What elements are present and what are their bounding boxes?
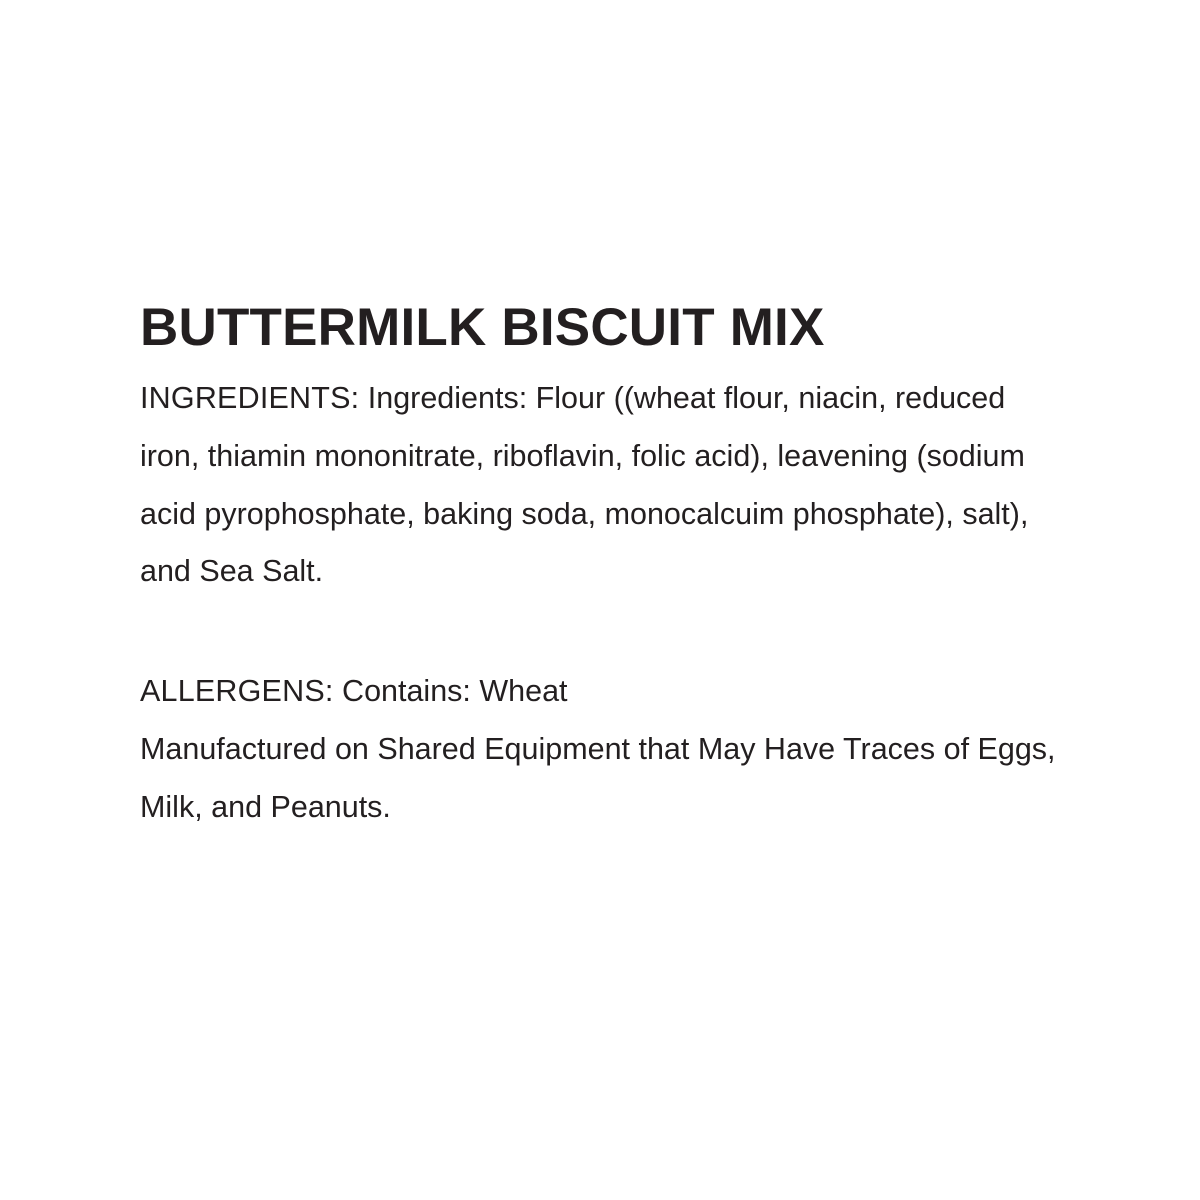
allergens-shared-equipment-text: Manufactured on Shared Equipment that May Have Traces of Eggs, Milk, and Peanuts. <box>140 732 1056 825</box>
ingredients-section <box>140 370 1060 602</box>
ingredients-text: Ingredients: Flour ((wheat flour, niacin, reduced iron, thiamin mononitrate, riboflavin, folic acid), leavening (sodium acid pyrophosphate, baking soda, monocalcuim phosphate), salt), and Sea Salt. <box>140 380 1029 589</box>
allergens-contains-text: Contains: Wheat <box>333 674 568 709</box>
ingredients-heading: INGREDIENTS: <box>140 380 360 415</box>
page-title: BUTTERMILK BISCUIT MIX <box>140 298 825 357</box>
allergens-contains-line <box>140 663 1060 721</box>
allergens-heading: ALLERGENS: <box>140 674 334 709</box>
ingredients-paragraph <box>140 370 1060 602</box>
allergens-section <box>140 663 1060 837</box>
